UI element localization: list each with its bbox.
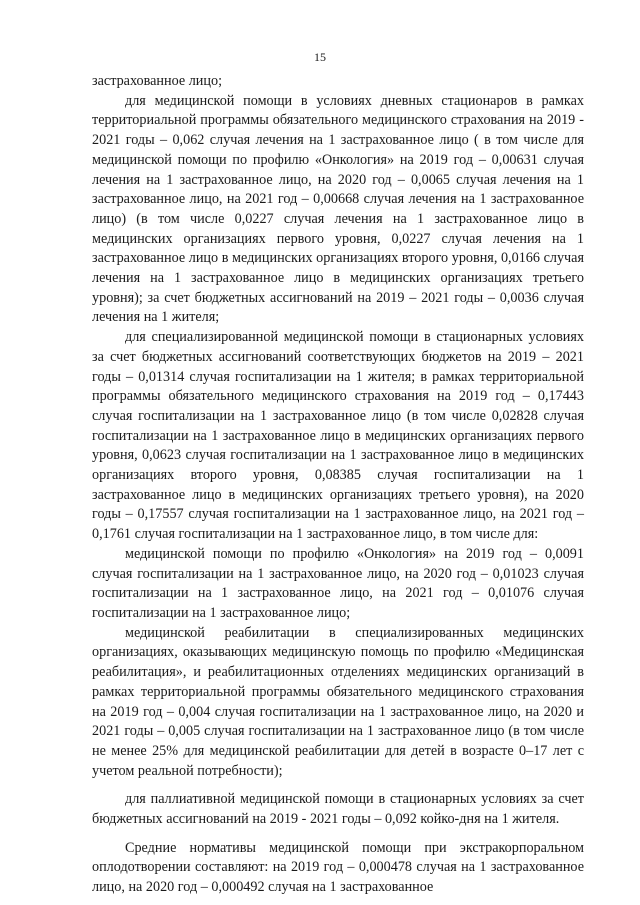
paragraph-ivf-norms: Средние нормативы медицинской помощи при экстракорпоральном оплодотворении составляют: на 2019 год – 0,000478 случая на 1 застрахованное лицо, на 2020 год – 0,000492 случая на 1 застрахованное — [92, 839, 584, 896]
page-number: 15 — [314, 50, 326, 64]
paragraph-palliative-care: для паллиативной медицинской помощи в стационарных условиях за счет бюджетных ассигнований на 2019 - 2021 годы – 0,092 койко-дня на 1 жителя. — [92, 791, 584, 828]
paragraph-oncology: медицинской помощи по профилю «Онкология» на 2019 год – 0,0091 случая госпитализации на 1 застрахованное лицо, на 2020 год – 0,01023 случая госпитализации на 1 застрахованное лицо, на 2021 год – 0,01076 случая госпитализации на 1 застрахованное лицо; — [92, 545, 584, 621]
document-body — [92, 72, 584, 898]
paragraph-specialized-care: для специализированной медицинской помощи в стационарных условиях за счет бюджетных ассигнований соответствующих бюджетов на 2019 – 2021 годы – 0,01314 случая госпитализации на 1 жителя; в рамках территориальной программы обязательного медицинского страхования на 2019 год – 0,17443 случая госпитализации на 1 застрахованное лицо (в том числе 0,02828 случая госпитализации на 1 застрахованное лицо в медицинских организациях первого уровня, 0,0623 случая госпитализации на 1 застрахованное лицо в медицинских организациях второго уровня, 0,08385 случая госпитализации на 1 застрахованное лицо в медицинских организациях третьего уровня), на 2020 годы – 0,17557 случая госпитализации на 1 застрахованное лицо, на 2021 год – 0,1761 случая госпитализации на 1 застрахованное лицо, в том числе для: — [92, 329, 584, 543]
paragraph-rehabilitation: медицинской реабилитации в специализированных медицинских организациях, оказывающих медицинскую помощь по профилю «Медицинская реабилитация», и реабилитационных отделениях медицинских организаций в рамках территориальной программы обязательного медицинского страхования на 2019 год – 0,004 случая госпитализации на 1 застрахованное лицо, на 2020 и 2021 годы – 0,005 случая госпитализации на 1 застрахованное лицо (в том числе не менее 25% для медицинской реабилитации для детей в возрасте 0–17 лет с учетом реальной потребности); — [92, 624, 584, 779]
paragraph-continuation: застрахованное лицо; — [92, 73, 223, 89]
paragraph-day-hospital: для медицинской помощи в условиях дневных стационаров в рамках территориальной программы обязательного медицинского страхования на 2019 - 2021 годы – 0,062 случая лечения на 1 застрахованное лицо ( в том числе для медицинской помощи по профилю «Онкология» на 2019 год – 0,00631 случая лечения на 1 застрахованное лицо, на 2020 год – 0,0065 случая лечения на 1 застрахованное лицо, на 2021 год – 0,00668 случая лечения на 1 застрахованное лицо) (в том числе 0,0227 случая лечения на 1 застрахованное лицо в медицинских организациях первого уровня, 0,0227 случая лечения на 1 застрахованное лицо в медицинских организациях второго уровня, 0,0166 случая лечения на 1 застрахованное лицо в медицинских организациях третьего уровня); за счет бюджетных ассигнований на 2019 – 2021 годы – 0,0036 случая лечения на 1 жителя; — [92, 92, 584, 326]
